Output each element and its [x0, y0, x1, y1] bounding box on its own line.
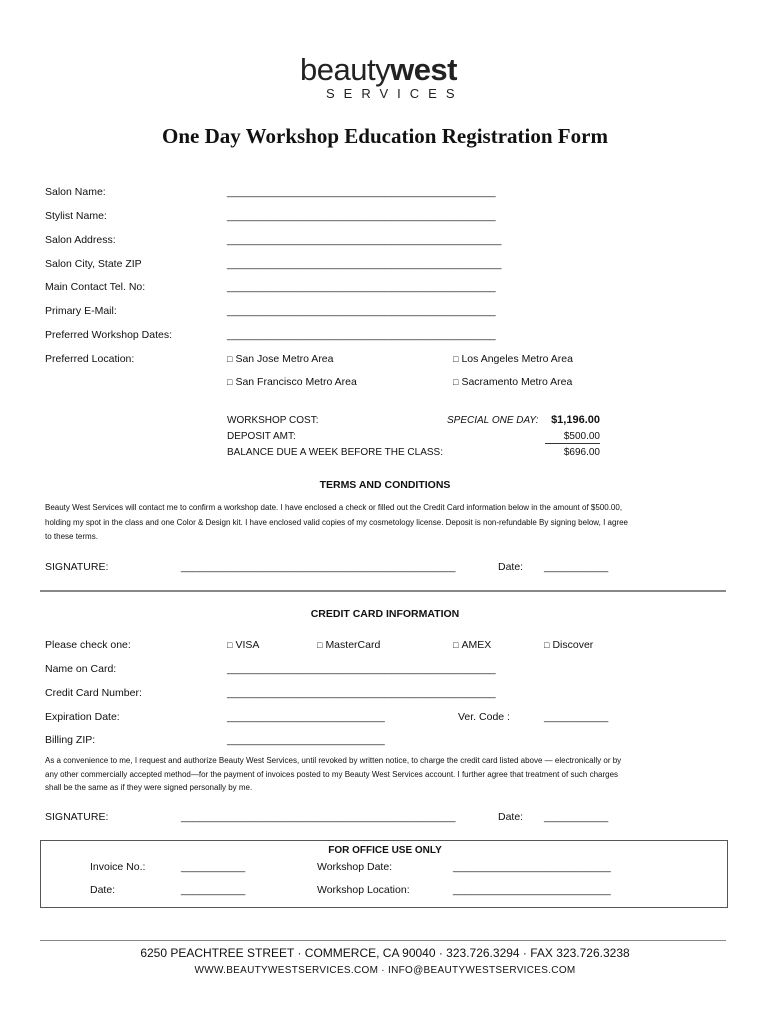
signature-label: SIGNATURE: [45, 811, 109, 823]
special-one-day-label: SPECIAL ONE DAY: [447, 415, 539, 426]
workshop-date-label: Workshop Date: [317, 861, 393, 873]
signature-field[interactable]: _______________________________________________ [181, 561, 456, 573]
date-field[interactable]: ___________ [544, 561, 609, 573]
name-on-card-field[interactable]: ______________________________________________ [227, 663, 496, 675]
card-option-label: Discover [552, 639, 594, 651]
location-option-label: Sacramento Metro Area [461, 376, 573, 388]
deposit-underline [545, 443, 600, 444]
section-divider [40, 590, 726, 592]
footer-web: WWW.BEAUTYWESTSERVICES.COM · INFO@BEAUTYWESTSERVICES.COM [194, 965, 576, 976]
card-option-visa[interactable] [227, 639, 259, 651]
ver-code-field[interactable]: ___________ [544, 711, 609, 723]
billing-zip-field[interactable]: ___________________________ [227, 734, 385, 746]
deposit-amount: $500.00 [563, 431, 600, 442]
salon-name-field[interactable]: ______________________________________________ [227, 186, 496, 198]
invoice-field[interactable]: ___________ [181, 861, 246, 873]
card-number-field[interactable]: ______________________________________________ [227, 687, 496, 699]
location-option-label: San Jose Metro Area [235, 353, 334, 365]
card-option-amex[interactable] [453, 639, 491, 651]
office-use-heading: FOR OFFICE USE ONLY [328, 845, 442, 856]
location-option-los-angeles[interactable] [453, 353, 573, 365]
balance-label: BALANCE DUE A WEEK BEFORE THE CLASS: [227, 447, 443, 458]
workshop-dates-field[interactable]: ______________________________________________ [227, 329, 496, 341]
card-option-label: VISA [235, 639, 260, 651]
salon-address-field[interactable]: _______________________________________________ [227, 234, 502, 246]
authorization-line-3: shall be the same as if they were signed personally by me. [45, 783, 253, 792]
location-option-sacramento[interactable] [453, 376, 572, 388]
footer-address: 6250 PEACHTREE STREET · COMMERCE, CA 90040 · 323.726.3294 · FAX 323.726.3238 [140, 946, 630, 960]
date-field[interactable]: ___________ [544, 811, 609, 823]
workshop-location-label: Workshop Location: [317, 884, 410, 896]
checkbox-icon[interactable]: □ [227, 377, 233, 387]
logo-light-text: beauty [300, 52, 391, 87]
checkbox-icon[interactable]: □ [227, 640, 233, 650]
checkbox-icon[interactable]: □ [453, 377, 459, 387]
balance-amount: $696.00 [563, 447, 600, 458]
card-option-label: AMEX [461, 639, 492, 651]
expiration-label: Expiration Date: [45, 711, 120, 723]
location-option-label: Los Angeles Metro Area [461, 353, 573, 365]
credit-card-heading: CREDIT CARD INFORMATION [310, 608, 460, 620]
terms-line-2: holding my spot in the class and one Color & Design kit. I have enclosed valid copies of my cosmetology license. Deposit is non-refundable By signing below, I agree [45, 518, 628, 527]
contact-tel-field[interactable]: ______________________________________________ [227, 281, 496, 293]
authorization-line-1: As a convenience to me, I request and authorize Beauty West Services, until revoked by written notice, to charge the credit card listed above — electronically or by [45, 756, 622, 765]
billing-zip-label: Billing ZIP: [45, 734, 96, 746]
location-option-san-jose[interactable] [227, 353, 334, 365]
checkbox-icon[interactable]: □ [453, 354, 459, 364]
signature-field[interactable]: _______________________________________________ [181, 811, 456, 823]
salon-address-label: Salon Address: [45, 234, 116, 246]
deposit-label: DEPOSIT AMT: [227, 431, 296, 442]
location-option-label: San Francisco Metro Area [235, 376, 357, 388]
card-type-label: Please check one: [45, 639, 131, 651]
preferred-location-label: Preferred Location: [45, 353, 135, 365]
signature-label: SIGNATURE: [45, 561, 109, 573]
logo-bold-text: west [390, 52, 457, 87]
date-label: Date: [498, 561, 524, 573]
location-option-san-francisco[interactable] [227, 376, 357, 388]
checkbox-icon[interactable]: □ [227, 354, 233, 364]
expiration-field[interactable]: ___________________________ [227, 711, 385, 723]
stylist-name-label: Stylist Name: [45, 210, 107, 222]
checkbox-icon[interactable]: □ [453, 640, 459, 650]
email-field[interactable]: ______________________________________________ [227, 305, 496, 317]
stylist-name-field[interactable]: ______________________________________________ [227, 210, 496, 222]
page-title: One Day Workshop Education Registration Form [162, 124, 608, 148]
card-option-mastercard[interactable] [317, 639, 380, 651]
logo-subtitle: SERVICES [326, 86, 464, 101]
workshop-cost-amount: $1,196.00 [551, 414, 600, 426]
office-date-field[interactable]: ___________ [181, 884, 246, 896]
date-label: Date: [498, 811, 524, 823]
authorization-line-2: any other commercially accepted method—for the payment of invoices posted to my Beauty West Services account. I further agree that treatment of such charges [45, 770, 619, 779]
terms-line-1: Beauty West Services will contact me to confirm a workshop date. I have enclosed a check or filled out the Credit Card information below in the amount of $500.00, [45, 503, 623, 512]
card-number-label: Credit Card Number: [45, 687, 142, 699]
workshop-dates-label: Preferred Workshop Dates: [45, 329, 173, 341]
checkbox-icon[interactable]: □ [544, 640, 550, 650]
invoice-label: Invoice No.: [90, 861, 146, 873]
salon-name-label: Salon Name: [45, 186, 106, 198]
salon-city-field[interactable]: _______________________________________________ [227, 258, 502, 270]
logo [300, 52, 457, 88]
checkbox-icon[interactable]: □ [317, 640, 323, 650]
name-on-card-label: Name on Card: [45, 663, 117, 675]
card-option-label: MasterCard [325, 639, 381, 651]
workshop-location-field[interactable]: ___________________________ [453, 884, 611, 896]
workshop-date-field[interactable]: ___________________________ [453, 861, 611, 873]
terms-line-3: to these terms. [45, 532, 98, 541]
terms-heading: TERMS AND CONDITIONS [319, 479, 451, 491]
footer-divider [40, 940, 726, 941]
card-option-discover[interactable] [544, 639, 593, 651]
email-label: Primary E-Mail: [45, 305, 117, 317]
workshop-cost-label: WORKSHOP COST: [227, 415, 319, 426]
ver-code-label: Ver. Code : [458, 711, 510, 723]
salon-city-label: Salon City, State ZIP [45, 258, 142, 270]
office-date-label: Date: [90, 884, 116, 896]
contact-tel-label: Main Contact Tel. No: [45, 281, 146, 293]
